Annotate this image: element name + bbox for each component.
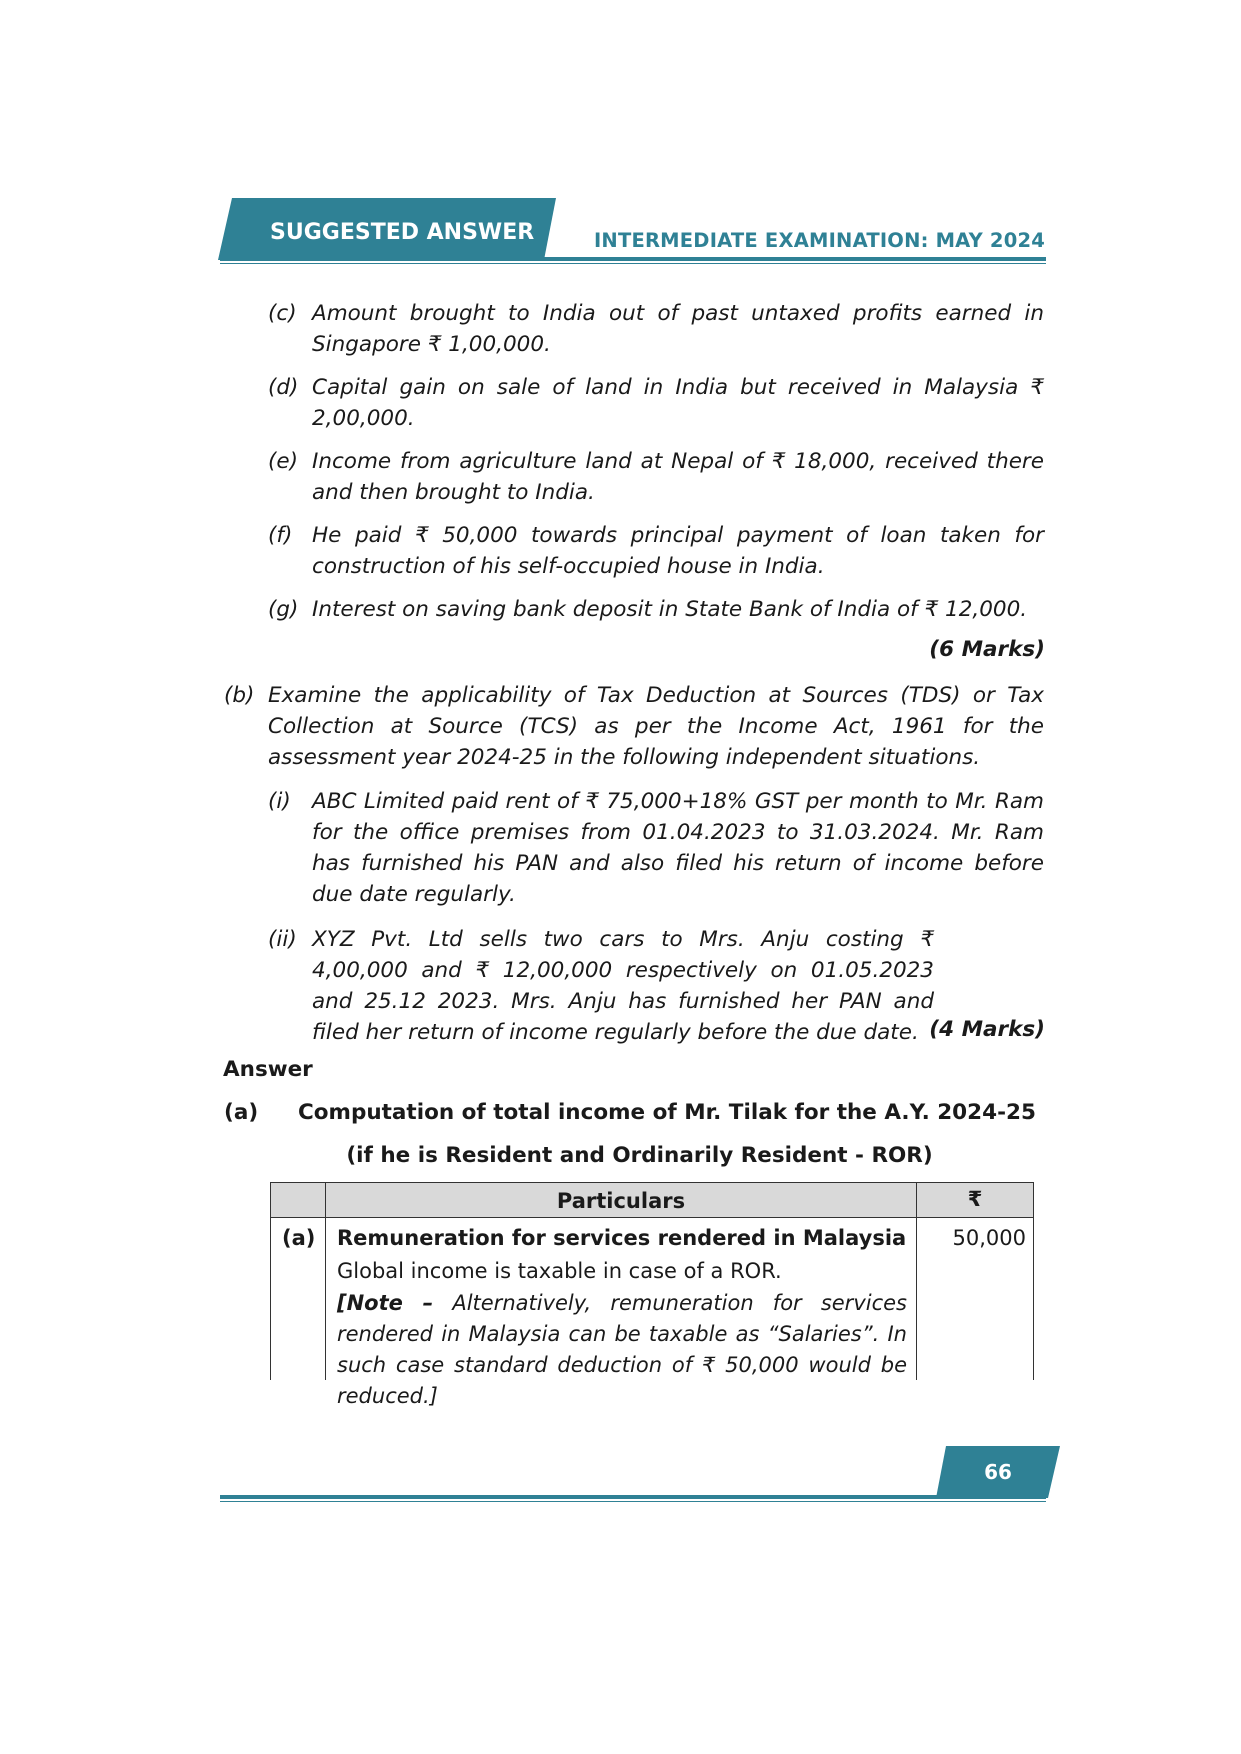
table-border-right: [1033, 1182, 1034, 1380]
item-text: Amount brought to India out of past untaxed profits earned in Singapore ₹ 1,00,000.: [312, 301, 1044, 357]
item-label: (i): [268, 789, 291, 814]
header-rule: [220, 257, 1046, 261]
question-b-i: [268, 786, 1044, 910]
section-label: (a): [224, 1100, 259, 1125]
table-row-label: (a): [282, 1226, 316, 1250]
item-label: (g): [268, 597, 299, 622]
footer-rule-thin: [220, 1501, 1046, 1502]
item-text: Examine the applicability of Tax Deduction at Sources (TDS) or Tax Collection at Source (TCS) as per the Income Act, 1961 for the assessment year 2024-25 in the following independent situations.: [268, 683, 1044, 770]
table-row-amount: 50,000: [952, 1226, 1026, 1250]
question-item-e: [268, 446, 1044, 508]
item-text: Capital gain on sale of land in India but received in Malaysia ₹ 2,00,000.: [312, 375, 1044, 431]
item-text: XYZ Pvt. Ltd sells two cars to Mrs. Anju costing ₹ 4,00,000 and ₹ 12,00,000 respectively on 01.05.2023 and 25.12 2023. Mrs. Anju has furnished her PAN and filed her return of income regularly before the due date.: [312, 927, 934, 1045]
item-label: (b): [224, 683, 255, 708]
item-text: Interest on saving bank deposit in State Bank of India of ₹ 12,000.: [312, 597, 1028, 622]
item-label: (ii): [268, 927, 297, 952]
page-number-tab: [936, 1446, 1060, 1498]
table-row-text: Global income is taxable in case of a ROR.: [337, 1259, 782, 1283]
item-label: (c): [268, 301, 297, 326]
marks-label: (6 Marks): [929, 637, 1045, 662]
note-text: Alternatively, remuneration for services rendered in Malaysia can be taxable as “Salaries”. In such case standard deduction of ₹ 50,000 would be reduced.]: [337, 1291, 907, 1408]
computation-table: [270, 1182, 1034, 1408]
answer-heading: Answer: [223, 1057, 313, 1082]
question-item-f: [268, 520, 1044, 582]
table-col-divider: [916, 1182, 917, 1380]
question-item-c: [268, 298, 1044, 360]
header-rule-thin: [220, 263, 1046, 264]
table-row-note: [337, 1288, 907, 1412]
question-item-d: [268, 372, 1044, 434]
question-item-g: [268, 594, 1044, 625]
header-tab-label: SUGGESTED ANSWER: [270, 220, 535, 245]
marks-label: (4 Marks): [929, 1017, 1045, 1042]
table-header-amount: ₹: [967, 1187, 983, 1211]
note-lead: [Note –: [337, 1291, 434, 1315]
item-text: Income from agriculture land at Nepal of ₹ 18,000, received there and then brought to India.: [312, 449, 1044, 505]
question-b: [224, 680, 1044, 773]
exam-title: INTERMEDIATE EXAMINATION: MAY 2024: [593, 229, 1045, 252]
item-label: (e): [268, 449, 299, 474]
page-number: 66: [984, 1460, 1012, 1484]
table-header-particulars: Particulars: [556, 1189, 686, 1213]
question-b-ii: [268, 924, 1044, 1048]
header-tab: [218, 198, 556, 260]
item-label: (d): [268, 375, 299, 400]
item-text: ABC Limited paid rent of ₹ 75,000+18% GST per month to Mr. Ram for the office premises from 01.04.2023 to 31.03.2024. Mr. Ram has furnished his PAN and also filed his return of income before due date regularly.: [312, 789, 1044, 907]
section-title: Computation of total income of Mr. Tilak for the A.Y. 2024-25: [298, 1100, 1036, 1125]
section-subtitle: (if he is Resident and Ordinarily Resident - ROR): [346, 1143, 933, 1168]
table-row-title: Remuneration for services rendered in Malaysia: [337, 1226, 907, 1250]
item-label: (f): [268, 523, 293, 548]
footer-rule: [220, 1495, 1046, 1499]
table-border-left: [270, 1182, 271, 1380]
item-text: He paid ₹ 50,000 towards principal payment of loan taken for construction of his self-occupied house in India.: [312, 523, 1044, 579]
